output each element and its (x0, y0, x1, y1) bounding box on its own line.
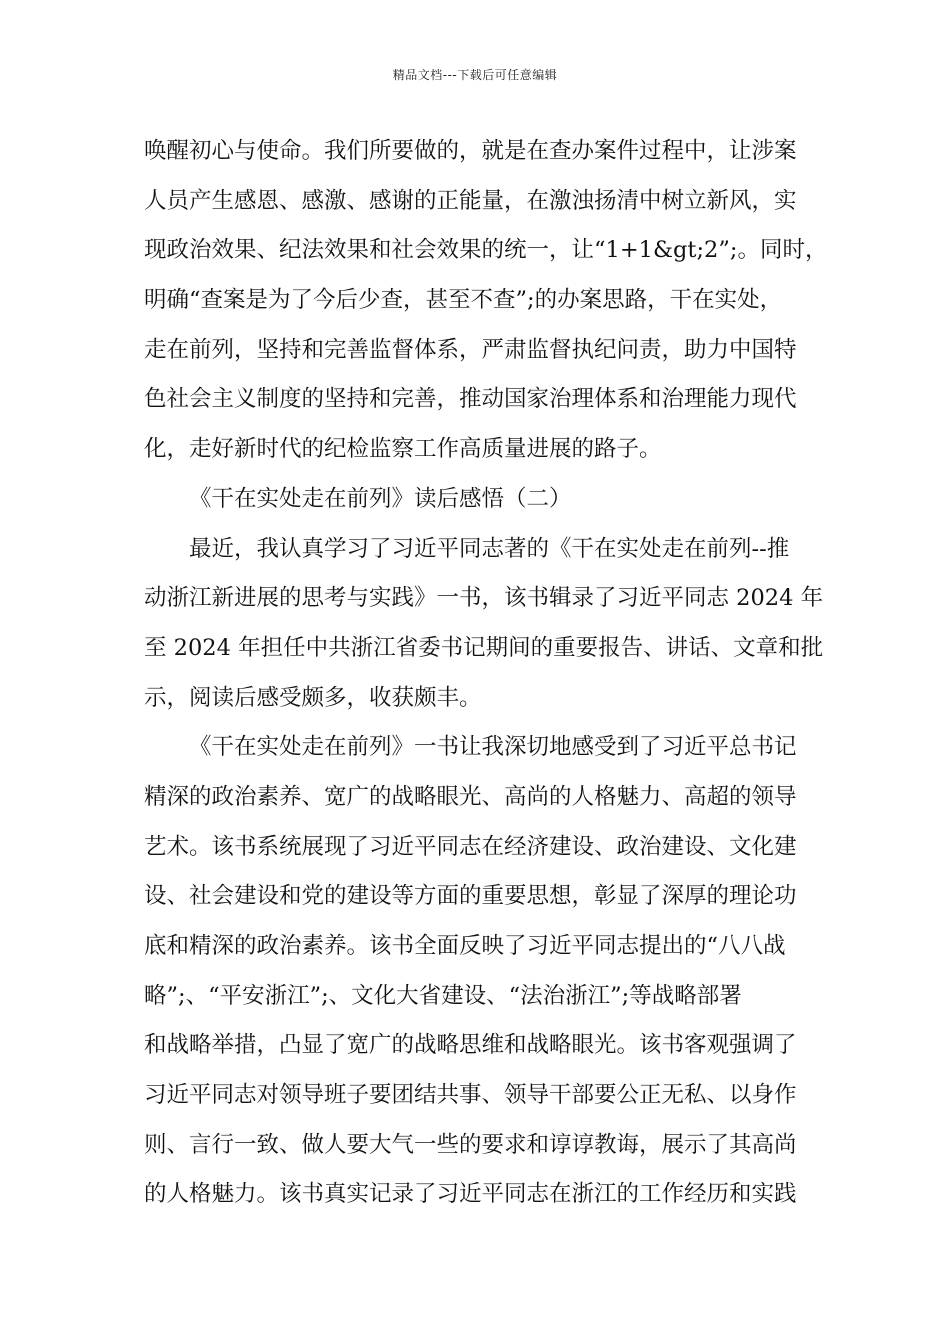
text-line: 人员产生感恩、感激、感谢的正能量，在激浊扬清中树立新风，实 (144, 187, 797, 214)
text-line: 唤醒初心与使命。我们所要做的，就是在查办案件过程中，让涉案 (144, 138, 797, 164)
text-line: 精深的政治素养、宽广的战略眼光、高尚的人格魅力、高超的领导 (144, 783, 797, 810)
text-line: 色社会主义制度的坚持和完善，推动国家治理体系和治理能力现代 (144, 386, 797, 413)
text-line: 略”;、“平安浙江”;、文化大省建设、“法治浙江”;等战略部署 (144, 982, 742, 1009)
text-line: 化，走好新时代的纪检监察工作高质量进展的路子。 (144, 436, 662, 463)
text-line: 至 2024 年担任中共浙江省委书记期间的重要报告、讲话、文章和批 (144, 634, 824, 661)
text-line: 走在前列，坚持和完善监督体系，严肃监督执纪问责，助力中国特 (144, 336, 797, 363)
text-line: 艺术。该书系统展现了习近平同志在经济建设、政治建设、文化建 (144, 833, 797, 860)
text-line: 底和精深的政治素养。该书全面反映了习近平同志提出的“八八战 (144, 933, 786, 959)
document-body (144, 131, 844, 1224)
text-line: 设、社会建设和党的建设等方面的重要思想，彰显了深厚的理论功 (144, 883, 797, 910)
text-line: 的人格魅力。该书真实记录了习近平同志在浙江的工作经历和实践 (144, 1181, 797, 1208)
section-heading: 《干在实处走在前列》读后感悟（二） (189, 485, 572, 512)
text-line: 现政治效果、纪法效果和社会效果的统一，让“1+1&gt;2”;。同时， (144, 237, 828, 264)
text-line: 明确“查案是为了今后少查，甚至不查”;的办案思路，干在实处， (144, 287, 783, 314)
text-line: 最近，我认真学习了习近平同志著的《干在实处走在前列--推 (189, 535, 790, 562)
text-line: 动浙江新进展的思考与实践》一书，该书辑录了习近平同志 2024 年 (144, 585, 824, 612)
text-line: 《干在实处走在前列》一书让我深切地感受到了习近平总书记 (189, 734, 797, 761)
text-line: 则、言行一致、做人要大气一些的要求和谆谆教诲，展示了其高尚 (144, 1131, 797, 1158)
text-line: 习近平同志对领导班子要团结共事、领导干部要公正无私、以身作 (144, 1082, 797, 1109)
text-line: 示，阅读后感受颇多，收获颇丰。 (144, 684, 482, 711)
page-header: 精品文档---下载后可任意编辑 (392, 68, 558, 82)
text-line: 和战略举措，凸显了宽广的战略思维和战略眼光。该书客观强调了 (144, 1032, 797, 1059)
